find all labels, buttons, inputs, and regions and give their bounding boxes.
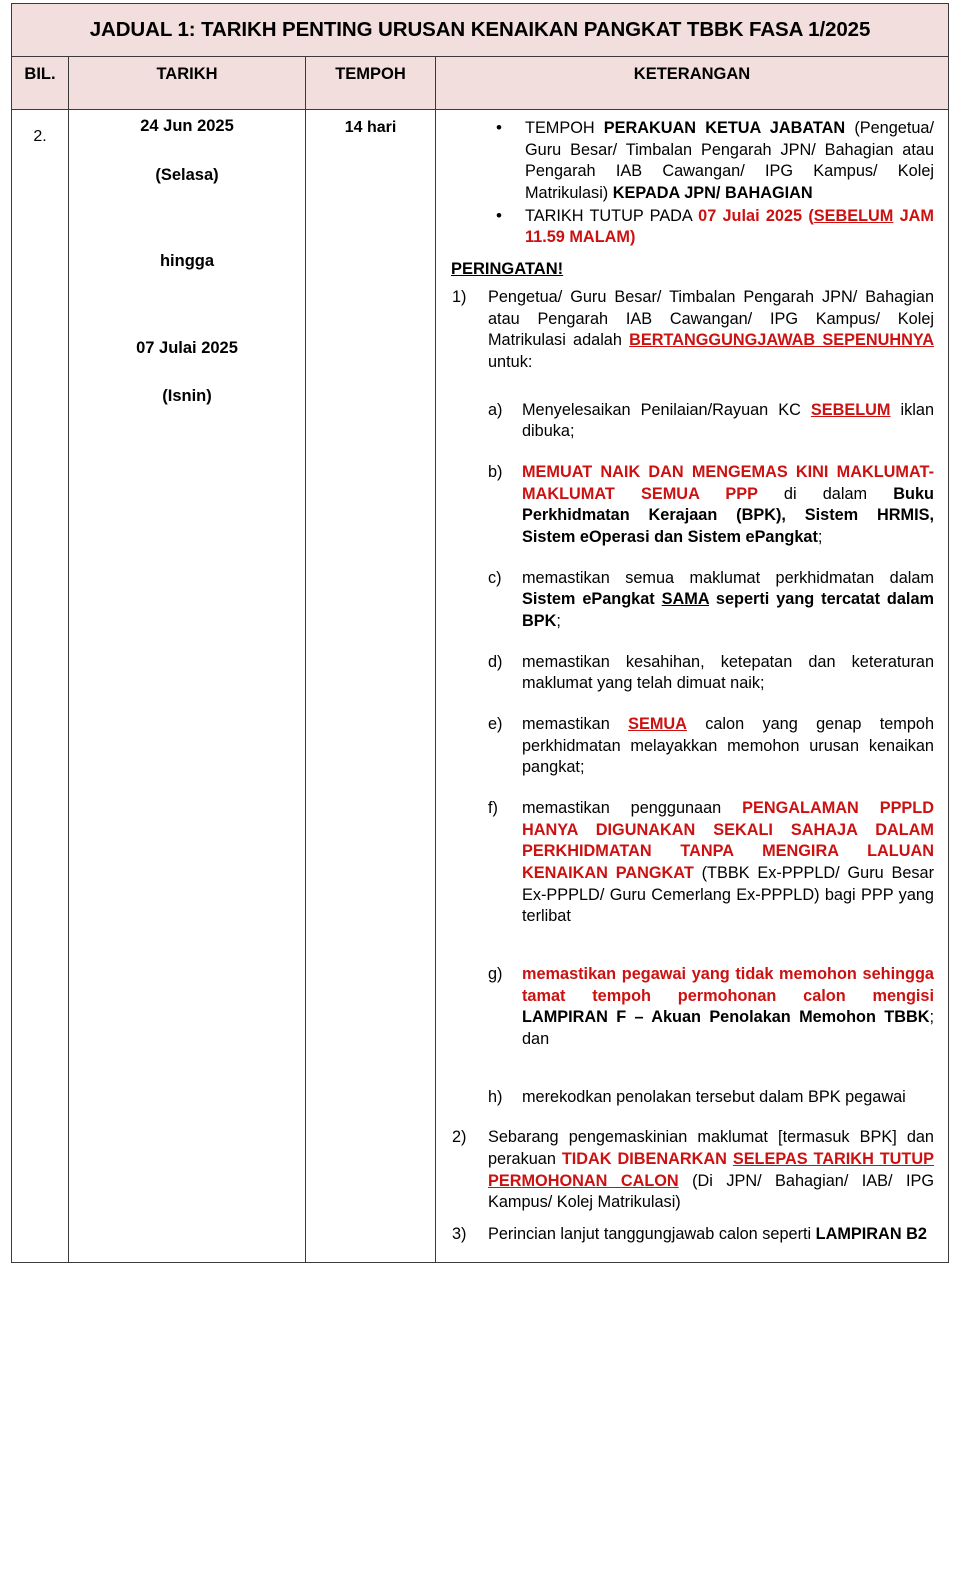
sub-item-c [488, 568, 934, 633]
sub-item-text [522, 463, 934, 546]
numbered-item-text [488, 1225, 927, 1243]
sub-item-text [522, 569, 934, 630]
sub-0-0-segment-0: Menyelesaikan Penilaian/Rayuan KC [522, 400, 811, 419]
sub-item-marker: a) [488, 400, 503, 419]
sub-item-text [522, 715, 934, 776]
bullet-tempoh-perakuan-segment-3: KEPADA JPN/ BAHAGIAN [612, 184, 813, 203]
sub-0-1-segment-0: MEMUAT NAIK DAN MENGEMAS KINI MAKLUMAT-MAKLUMAT SEMUA PPP [522, 463, 934, 503]
numbered-item-2 [450, 1127, 934, 1214]
end-day: (Isnin) [162, 387, 212, 405]
sub-0-2-segment-4: ; [556, 612, 561, 631]
sub-0-1-segment-3: ; [817, 528, 823, 547]
bullet-tarikh-tutup [496, 206, 934, 249]
table-header-row [12, 57, 949, 110]
sub-item-marker: d) [488, 652, 503, 671]
sub-0-0-segment-2: iklan dibuka; [522, 400, 934, 441]
numbered-item-marker: 3) [452, 1225, 467, 1244]
bullet-tempoh-perakuan [496, 118, 934, 205]
table-row [12, 110, 949, 1263]
sub-0-5-segment-1: PENGALAMAN PPPLD HANYA DIGUNAKAN SEKALI SAHAJA DALAM PERKHIDMATAN TANPA MENGIRA LALUAN KENAIKAN PANGKAT [522, 799, 934, 883]
sub-item-marker: h) [488, 1087, 503, 1106]
sub-item-text [522, 1088, 906, 1106]
numbered-item-1 [450, 287, 934, 1108]
bullet-tempoh-perakuan-segment-1: PERAKUAN KETUA JABATAN [603, 119, 855, 137]
sub-item-marker: e) [488, 715, 503, 734]
numbered-item-3 [450, 1224, 934, 1246]
sub-0-1-segment-2: Buku Perkhidmatan Kerajaan (BPK), Sistem HRMIS, Sistem eOperasi dan Sistem ePangkat [522, 484, 934, 547]
sub-item-text [522, 965, 934, 1048]
sub-0-1-segment-1: di dalam [783, 484, 894, 503]
sub-item-h [488, 1087, 934, 1109]
sub-0-3-segment-0: memastikan kesahihan, ketepatan dan keteraturan maklumat yang telah dimuat naik; [522, 652, 934, 693]
start-date: 24 Jun 2025 [140, 117, 234, 135]
cell-keterangan [436, 110, 949, 1263]
cell-tarikh [69, 110, 306, 1263]
table-title-row [12, 4, 949, 57]
column-header-tempoh: TEMPOH [306, 57, 436, 110]
sub-0-6-segment-2: ; dan [522, 1008, 934, 1049]
num-0-segment-2: untuk: [488, 352, 533, 371]
end-date: 07 Julai 2025 [136, 338, 238, 357]
keterangan-bullet-list [450, 118, 934, 249]
column-header-bil: BIL. [12, 57, 69, 110]
sub-item-marker: f) [488, 799, 498, 818]
numbered-item-marker: 1) [452, 287, 467, 306]
sub-0-4-segment-2: calon yang genap tempoh perkhidmatan melayakkan memohon urusan kenaikan pangkat; [522, 715, 934, 777]
num-1-segment-3: (Di JPN/ Bahagian/ IAB/ IPG Kampus/ Kolej Matrikulasi) [488, 1171, 934, 1212]
num-2-segment-0: Perincian lanjut tanggungjawab calon seperti [488, 1225, 816, 1244]
sub-0-4-segment-0: memastikan [522, 715, 629, 734]
sub-item-g [488, 964, 934, 1051]
sub-item-text [522, 401, 934, 441]
bullet-tarikh-tutup-segment-2: ( [808, 206, 814, 225]
sub-0-2-segment-1: Sistem ePangkat [522, 590, 662, 609]
keterangan-numbered-list [450, 287, 934, 1246]
date-connector: hingga [159, 252, 215, 270]
start-day: (Selasa) [155, 165, 219, 184]
sub-item-b [488, 462, 934, 549]
sub-0-0-segment-1: SEBELUM [810, 400, 891, 419]
document-title: JADUAL 1: TARIKH PENTING URUSAN KENAIKAN PANGKAT TBBK FASA 1/2025 [12, 4, 949, 57]
sub-item-text [522, 653, 934, 693]
numbered-item-text [488, 288, 934, 371]
peringatan-heading: PERINGATAN! [451, 260, 564, 279]
sub-0-5-segment-0: memastikan penggunaan [522, 799, 743, 818]
numbered-item-marker: 2) [452, 1128, 467, 1147]
sub-0-2-segment-0: memastikan semua maklumat perkhidmatan dalam [522, 568, 934, 587]
sub-item-f [488, 798, 934, 928]
sub-item-marker: c) [488, 568, 502, 587]
sub-0-4-segment-1: SEMUA [628, 715, 687, 734]
sub-0-6-segment-1: LAMPIRAN F – Akuan Penolakan Memohon TBBK [522, 1008, 930, 1027]
sub-0-2-segment-2: SAMA [661, 590, 709, 609]
num-1-segment-2: SELEPAS TARIKH TUTUP PERMOHONAN CALON [488, 1150, 934, 1190]
sub-item-marker: g) [488, 965, 503, 984]
bullet-tempoh-perakuan-segment-0: TEMPOH [525, 119, 604, 137]
sub-item-e [488, 714, 934, 779]
cell-tempoh: 14 hari [306, 110, 436, 1263]
column-header-tarikh: TARIKH [69, 57, 306, 110]
column-header-keterangan: KETERANGAN [436, 57, 949, 110]
sub-item-a [488, 400, 934, 443]
num-1-segment-1: TIDAK DIBENARKAN [561, 1150, 733, 1169]
numbered-item-text [488, 1128, 934, 1211]
sub-0-2-segment-3: seperti yang tercatat dalam BPK [522, 590, 934, 631]
num-1-segment-0: Sebarang pengemaskinian maklumat [termasuk BPK] dan perakuan [488, 1128, 934, 1169]
sub-item-d [488, 652, 934, 695]
bullet-tarikh-tutup-segment-1: 07 Julai 2025 [698, 206, 809, 225]
num-0-segment-0: Pengetua/ Guru Besar/ Timbalan Pengarah JPN/ Bahagian atau Pengarah IAB Cawangan/ IPG Kampus/ Kolej Matrikulasi adalah [488, 287, 934, 350]
jadual-table [11, 3, 949, 1263]
cell-bil: 2. [12, 110, 69, 1263]
bullet-tarikh-tutup-segment-0: TARIKH TUTUP PADA [525, 206, 699, 225]
sub-0-5-segment-2: (TBBK Ex-PPPLD/ Guru Besar Ex-PPPLD/ Guru Cemerlang Ex-PPPLD) bagi PPP yang terlibat [522, 864, 934, 926]
num-2-segment-1: LAMPIRAN B2 [815, 1225, 927, 1244]
num-0-segment-1: BERTANGGUNGJAWAB SEPENUHNYA [629, 331, 934, 350]
sub-item-marker: b) [488, 463, 503, 481]
bullet-tarikh-tutup-segment-3: SEBELUM [813, 206, 894, 225]
bullet-tarikh-tutup-segment-4: JAM 11.59 MALAM) [525, 206, 934, 247]
bullet-tempoh-perakuan-segment-2: (Pengetua/ Guru Besar/ Timbalan Pengarah JPN/ Bahagian atau Pengarah IAB Cawangan/ IPG Kampus/ Kolej Matrikulasi) [525, 119, 934, 203]
sub-item-text [522, 799, 934, 925]
sub-0-7-segment-0: merekodkan penolakan tersebut dalam BPK pegawai [522, 1087, 906, 1106]
sub-0-6-segment-0: memastikan pegawai yang tidak memohon sehingga tamat tempoh permohonan calon mengisi [522, 965, 934, 1005]
sub-item-list [488, 400, 934, 1109]
